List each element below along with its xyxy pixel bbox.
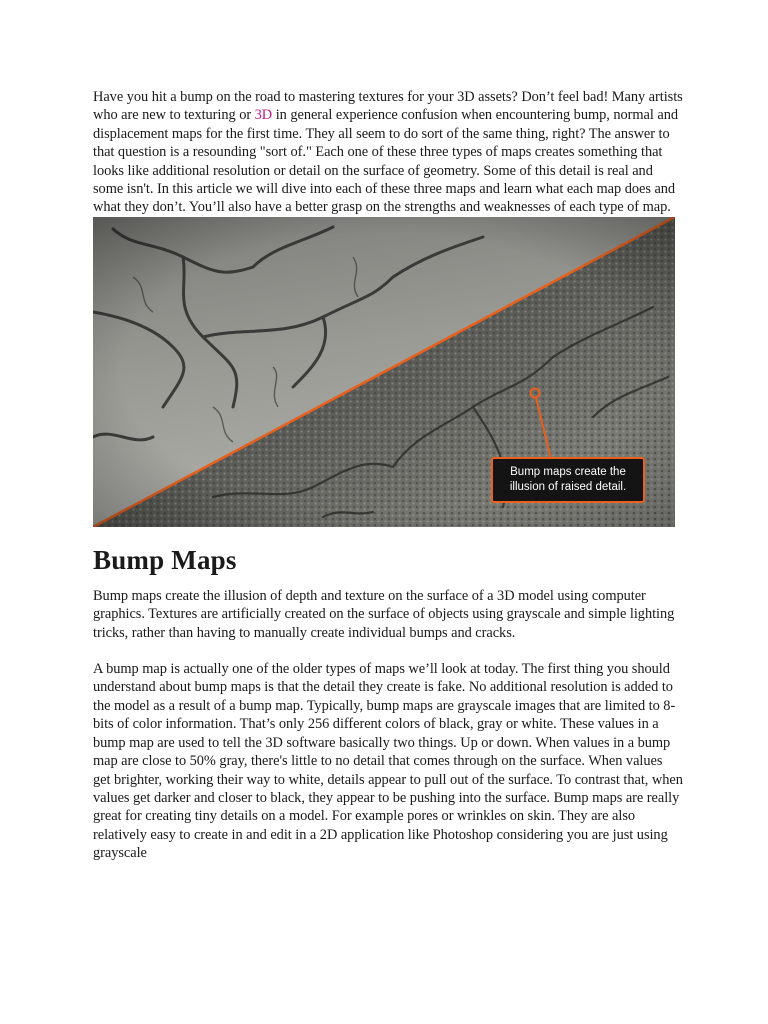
bump-map-figure [93, 217, 675, 527]
intro-text-start: Have you hit a bump on the road to mastering textures for your 3D assets? Don’t feel bad! Many artists who are new to texturing or [93, 89, 683, 124]
section-heading: Bump Maps [93, 544, 237, 575]
intro-text-end: in general experience confusion when encountering bump, normal and displacement maps for the first time. They all seem to do sort of the same thing, right? The answer to that question is a resounding "sort of." Each one of these three types of maps creates something that looks like additional resolution or detail on the surface of geometry. Some of this detail is real and some isn't. In this article we will dive into each of these three maps and learn what each map does and what they don’t. You’ll also have a better grasp on the strengths and weaknesses of each type of map. [93, 107, 678, 216]
section-paragraph-1: Bump maps create the illusion of depth and texture on the surface of a 3D model using computer graphics. Textures are artificially created on the surface of objects using grayscale and simple lighting tricks, rather than having to manually create individual bumps and cracks. [93, 587, 675, 641]
callout-text: Bump maps create the illusion of raised detail. [509, 465, 627, 493]
article [93, 88, 683, 863]
section-paragraph-2: A bump map is actually one of the older types of maps we’ll look at today. The first thing you should understand about bump maps is that the detail they create is fake. No additional resolution is added to the model as a result of a bump map. Typically, bump maps are grayscale images that are limited to 8-bits of color information. That’s only 256 different colors of black, gray or white. These values in a bump map are used to tell the 3D software basically two things. Up or down. When values in a bump map are close to 50% gray, there's little to no detail that comes through on the surface. When values get brighter, working their way to white, details appear to pull out of the surface. To contrast that, when values get darker and closer to black, they appear to be pushing into the surface. Bump maps are really great for creating tiny details on a model. For example pores or wrinkles on skin. They are also relatively easy to create in and edit in a 2D application like Photoshop considering you are just using grayscale [93, 661, 683, 862]
3d-link[interactable]: 3D [254, 107, 273, 124]
figure-callout [491, 457, 645, 503]
intro-paragraph [93, 88, 683, 217]
paragraph-spacer [93, 642, 683, 660]
